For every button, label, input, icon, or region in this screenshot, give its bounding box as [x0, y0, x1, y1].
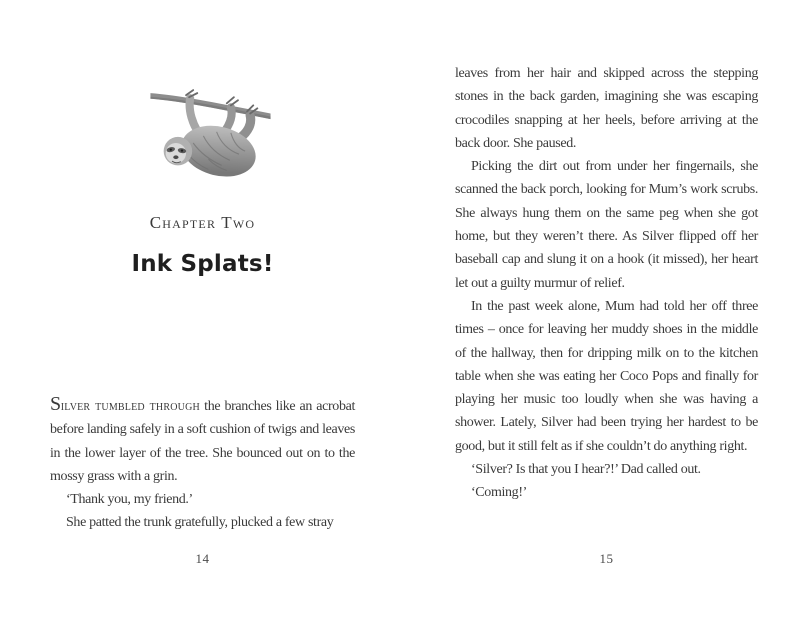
- paragraph-lead: [50, 394, 355, 488]
- paragraph: In the past week alone, Mum had told her off three times – once for leaving her muddy shoes in the middle of the hallway, then for dripping milk on to the kitchen table when she was eating her Coco Pops and finally for playing her music too loudly when she was having a shower. Lately, Silver had been trying her hardest to be good, but it still felt as if she couldn’t do anything right.: [455, 298, 758, 454]
- paragraph: ‘Coming!’: [471, 485, 527, 501]
- paragraph: ‘Thank you, my friend.’: [66, 492, 193, 508]
- chapter-title: Ink Splats!: [131, 251, 274, 277]
- paragraph: leaves from her hair and skipped across the stepping stones in the back garden, imagining she was escaping crocodiles snapping at her heels, before arriving at the back door. She paused.: [455, 66, 758, 151]
- right-page: [455, 0, 758, 622]
- sloth-eye-right: [181, 150, 183, 152]
- lead-rest: the branches like an acrobat before landing safely in a soft cushion of twigs and leaves in the lower layer of the tree. She bounced out on to the mossy grass with a grin.: [50, 399, 356, 484]
- sloth-nose: [173, 155, 178, 159]
- paragraph: ‘Silver? Is that you I hear?!’ Dad called out.: [471, 462, 701, 478]
- lead-initial-cap: S: [50, 393, 61, 415]
- lead-smallcaps: ilver tumbled through: [60, 399, 200, 414]
- chapter-label: Chapter Two: [149, 213, 256, 232]
- sloth-eye-left: [170, 148, 172, 150]
- page-number-left: 14: [195, 551, 210, 566]
- left-page-body: [50, 394, 355, 535]
- sloth-svg: [147, 86, 275, 200]
- sloth-illustration: [147, 86, 275, 200]
- left-page: [50, 0, 355, 622]
- page-number-right: 15: [599, 551, 614, 566]
- paragraph: She patted the trunk gratefully, plucked a few stray: [66, 515, 334, 531]
- sloth-hind-leg: [240, 116, 251, 138]
- paragraph: Picking the dirt out from under her fingernails, she scanned the back porch, looking for Mum’s work scrubs. She always hung them on the same peg when she got home, but they weren’t there. As Silver flipped off her baseball cap and slung it on a hook (it missed), her heart let out a guilty murmur of relief.: [455, 159, 758, 291]
- right-page-body: [455, 62, 758, 505]
